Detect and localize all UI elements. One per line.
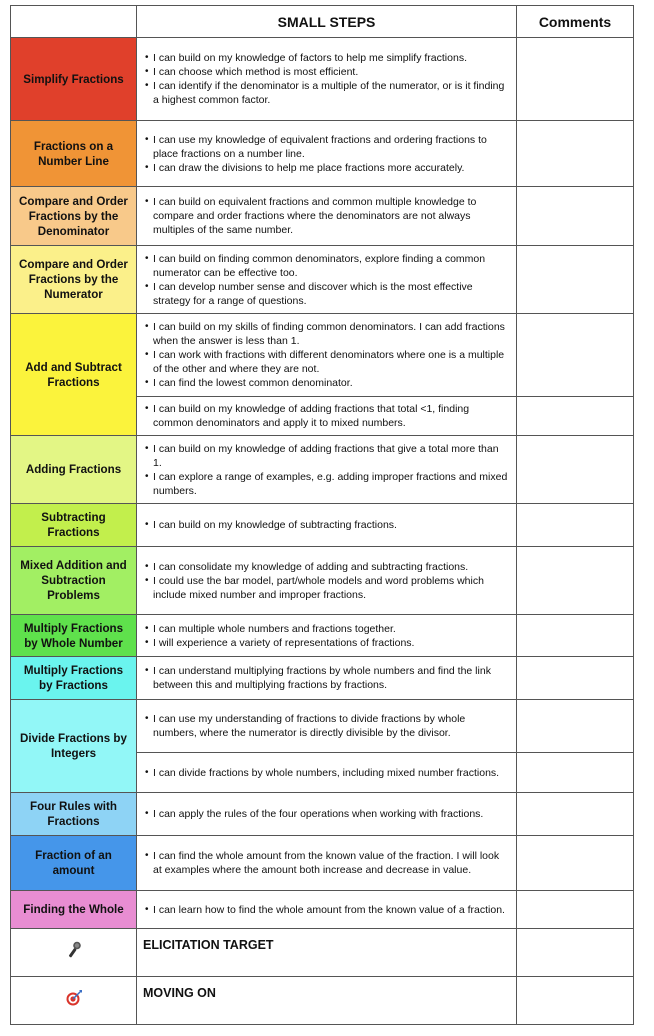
step-item: • I can work with fractions with different denominators where one is a multiple of the other and where they are not. xyxy=(153,348,510,376)
steps-list xyxy=(144,133,510,175)
steps-cell xyxy=(137,314,517,397)
small-steps-sheet xyxy=(10,5,633,1016)
steps-body xyxy=(11,38,634,929)
step-item: • I can apply the rules of the four operations when working with fractions. xyxy=(153,807,510,821)
steps-list xyxy=(144,766,510,780)
steps-list xyxy=(144,320,510,390)
comment-cell[interactable] xyxy=(517,121,634,187)
steps-cell xyxy=(137,547,517,615)
step-row xyxy=(11,836,634,891)
step-item: • I can find the lowest common denominator. xyxy=(153,376,510,390)
step-item: • I can learn how to find the whole amount from the known value of a fraction. xyxy=(153,903,510,917)
small-steps-table xyxy=(10,5,634,1025)
comment-cell[interactable] xyxy=(517,753,634,793)
comment-cell[interactable] xyxy=(517,246,634,314)
comment-cell[interactable] xyxy=(517,891,634,929)
steps-cell xyxy=(137,793,517,836)
step-item: • I can identify if the denominator is a multiple of the numerator, or is it finding a highest common factor. xyxy=(153,79,510,107)
topic-cell: Mixed Addition and Subtraction Problems xyxy=(11,547,137,615)
comment-cell[interactable] xyxy=(517,929,634,977)
steps-list xyxy=(144,51,510,107)
small-steps-header: SMALL STEPS xyxy=(137,6,517,38)
comment-cell[interactable] xyxy=(517,615,634,657)
steps-list xyxy=(144,622,510,650)
step-item: • I can explore a range of examples, e.g. adding improper fractions and mixed numbers. xyxy=(153,470,510,498)
steps-list xyxy=(144,560,510,602)
moving-on-label: MOVING ON xyxy=(137,977,517,1025)
comment-cell[interactable] xyxy=(517,836,634,891)
header-blank-cell xyxy=(11,6,137,38)
step-row xyxy=(11,436,634,504)
steps-list xyxy=(144,195,510,237)
step-row xyxy=(11,793,634,836)
comment-cell[interactable] xyxy=(517,547,634,615)
step-row xyxy=(11,38,634,121)
steps-cell xyxy=(137,397,517,436)
topic-cell: Multiply Fractions by Whole Number xyxy=(11,615,137,657)
steps-cell xyxy=(137,700,517,753)
footer-row-elicitation xyxy=(11,929,634,977)
steps-cell xyxy=(137,504,517,547)
topic-cell: Compare and Order Fractions by the Numerator xyxy=(11,246,137,314)
step-row xyxy=(11,121,634,187)
steps-list xyxy=(144,442,510,498)
steps-list xyxy=(144,518,510,532)
target-dart-icon xyxy=(11,977,137,1025)
steps-cell xyxy=(137,38,517,121)
step-item: • I can understand multiplying fractions by whole numbers and find the link between this and multiplying fractions by fractions. xyxy=(153,664,510,692)
topic-cell: Fraction of an amount xyxy=(11,836,137,891)
step-row xyxy=(11,891,634,929)
step-item: • I can build on my knowledge of factors to help me simplify fractions. xyxy=(153,51,510,65)
footer-row-moving-on xyxy=(11,977,634,1025)
comment-cell[interactable] xyxy=(517,504,634,547)
steps-cell xyxy=(137,836,517,891)
topic-cell: Divide Fractions by Integers xyxy=(11,700,137,793)
topic-cell: Multiply Fractions by Fractions xyxy=(11,657,137,700)
step-item: • I could use the bar model, part/whole models and word problems which include mixed number and improper fractions. xyxy=(153,574,510,602)
step-row xyxy=(11,700,634,753)
step-item: • I can use my knowledge of equivalent fractions and ordering fractions to place fractions on a number line. xyxy=(153,133,510,161)
step-item: • I can build on equivalent fractions and common multiple knowledge to compare and order fractions where the denominators are not always multiples of the same number. xyxy=(153,195,510,237)
step-row xyxy=(11,246,634,314)
step-item: • I can divide fractions by whole numbers, including mixed number fractions. xyxy=(153,766,510,780)
steps-list xyxy=(144,402,510,430)
steps-cell xyxy=(137,187,517,246)
microphone-icon xyxy=(11,929,137,977)
comment-cell[interactable] xyxy=(517,700,634,753)
steps-cell xyxy=(137,657,517,700)
steps-list xyxy=(144,807,510,821)
header-row xyxy=(11,6,634,38)
comment-cell[interactable] xyxy=(517,314,634,397)
steps-cell xyxy=(137,121,517,187)
step-item: • I can build on my knowledge of subtracting fractions. xyxy=(153,518,510,532)
topic-cell: Subtracting Fractions xyxy=(11,504,137,547)
topic-cell: Four Rules with Fractions xyxy=(11,793,137,836)
topic-cell: Finding the Whole xyxy=(11,891,137,929)
topic-cell: Fractions on a Number Line xyxy=(11,121,137,187)
step-row xyxy=(11,314,634,397)
topic-cell: Adding Fractions xyxy=(11,436,137,504)
step-row xyxy=(11,547,634,615)
topic-cell: Add and Subtract Fractions xyxy=(11,314,137,436)
step-item: • I can use my understanding of fractions to divide fractions by whole numbers, where the numerator is directly divisible by the divisor. xyxy=(153,712,510,740)
step-item: • I can build on my knowledge of adding fractions that total <1, finding common denominators and apply it to mixed numbers. xyxy=(153,402,510,430)
topic-cell: Compare and Order Fractions by the Denominator xyxy=(11,187,137,246)
steps-cell xyxy=(137,615,517,657)
comment-cell[interactable] xyxy=(517,397,634,436)
step-item: • I can consolidate my knowledge of adding and subtracting fractions. xyxy=(153,560,510,574)
comment-cell[interactable] xyxy=(517,187,634,246)
step-item: • I can develop number sense and discover which is the most effective strategy for a range of questions. xyxy=(153,280,510,308)
steps-cell xyxy=(137,753,517,793)
comment-cell[interactable] xyxy=(517,436,634,504)
comment-cell[interactable] xyxy=(517,657,634,700)
step-item: • I can build on my knowledge of adding fractions that give a total more than 1. xyxy=(153,442,510,470)
step-row xyxy=(11,615,634,657)
steps-cell xyxy=(137,436,517,504)
step-row xyxy=(11,504,634,547)
step-item: • I can build on finding common denominators, explore finding a common numerator can be effective too. xyxy=(153,252,510,280)
comment-cell[interactable] xyxy=(517,38,634,121)
topic-cell: Simplify Fractions xyxy=(11,38,137,121)
step-item: • I will experience a variety of representations of fractions. xyxy=(153,636,510,650)
steps-list xyxy=(144,903,510,917)
step-item: • I can multiple whole numbers and fractions together. xyxy=(153,622,510,636)
steps-list xyxy=(144,252,510,308)
steps-cell xyxy=(137,891,517,929)
elicitation-target-label: ELICITATION TARGET xyxy=(137,929,517,977)
step-row xyxy=(11,657,634,700)
steps-cell xyxy=(137,246,517,314)
comment-cell[interactable] xyxy=(517,793,634,836)
step-row xyxy=(11,187,634,246)
comments-header: Comments xyxy=(517,6,634,38)
step-item: • I can find the whole amount from the known value of the fraction. I will look at examples where the amount both increase and decrease in value. xyxy=(153,849,510,877)
steps-list xyxy=(144,849,510,877)
steps-list xyxy=(144,712,510,740)
comment-cell[interactable] xyxy=(517,977,634,1025)
step-item: • I can build on my skills of finding common denominators. I can add fractions when the answer is less than 1. xyxy=(153,320,510,348)
step-item: • I can choose which method is most efficient. xyxy=(153,65,510,79)
step-item: • I can draw the divisions to help me place fractions more accurately. xyxy=(153,161,510,175)
footer-body xyxy=(11,929,634,1025)
steps-list xyxy=(144,664,510,692)
